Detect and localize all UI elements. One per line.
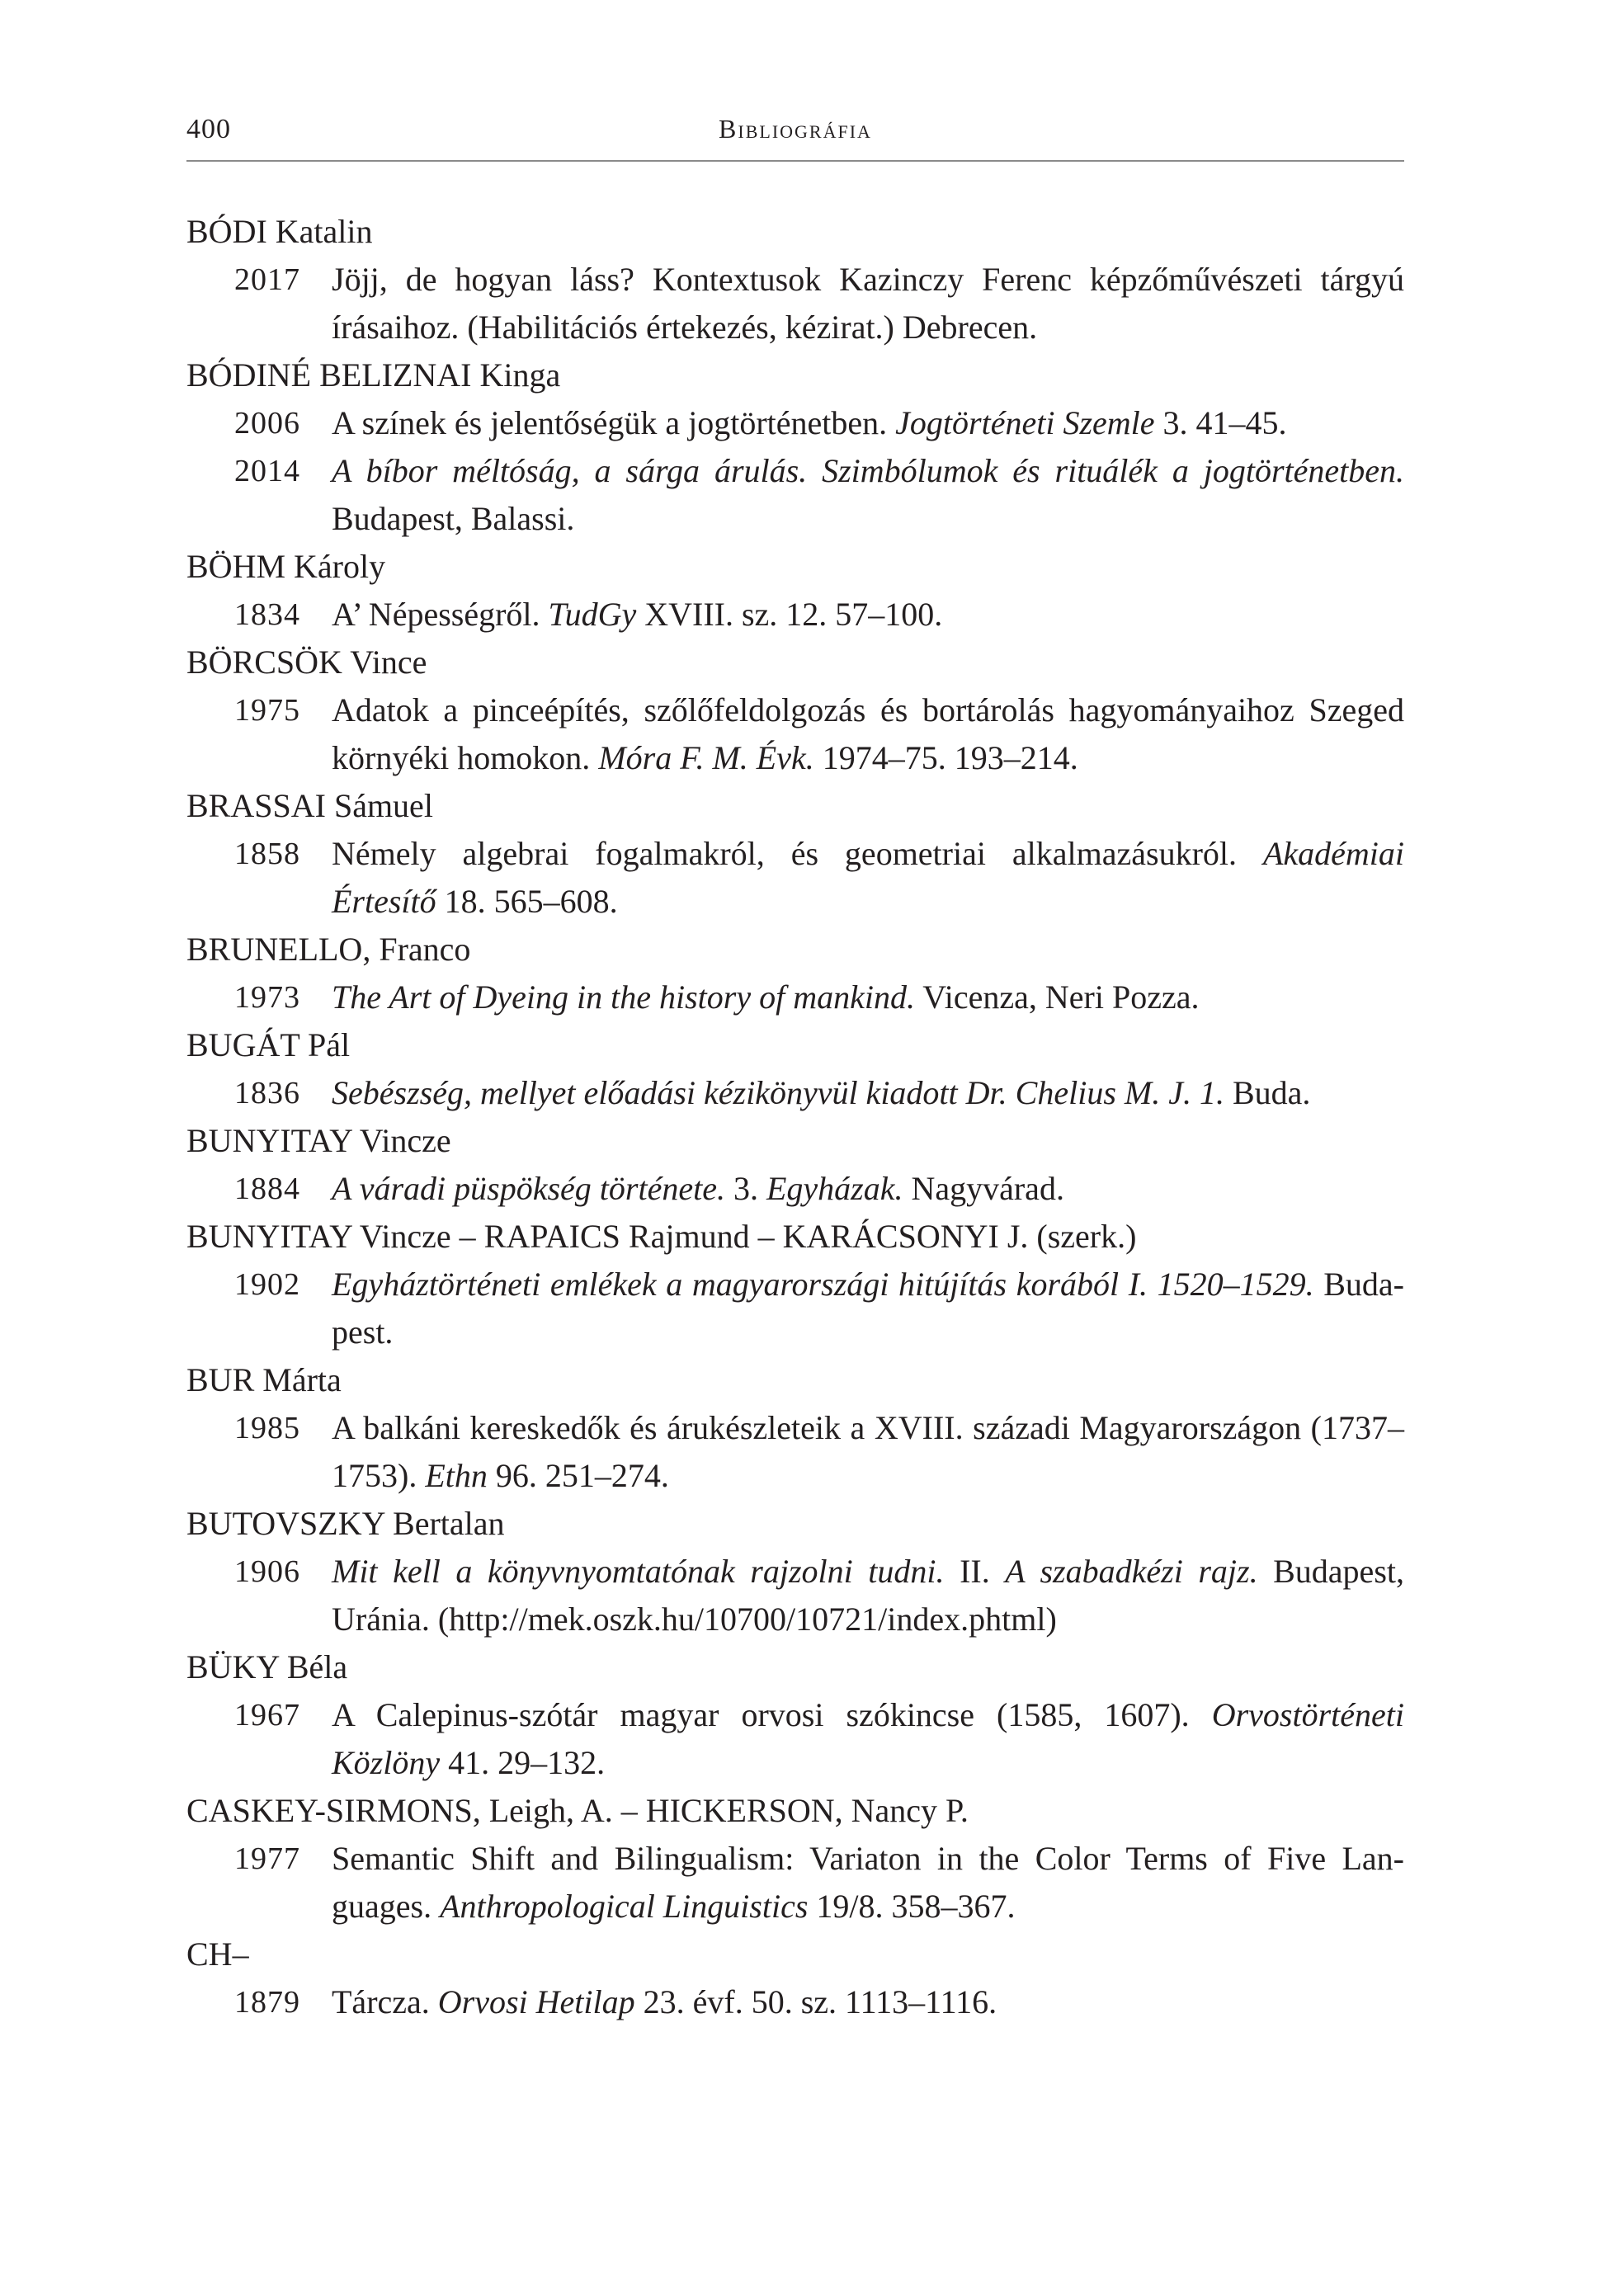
author-name: BRUNELLO, Franco (186, 931, 471, 968)
italic-title: Akadémiai Értesítő (332, 835, 1404, 920)
author-name: BUNYITAY Vincze – RAPAICS Rajmund – KARÁCSONYI J. (szerk.) (186, 1218, 1137, 1255)
italic-title: Ethn (425, 1457, 488, 1494)
author-name: BÓDI Katalin (186, 213, 373, 250)
bib-entry (186, 399, 1404, 447)
entry-text-run: Vicenza, Neri Pozza. (914, 978, 1200, 1016)
entry-text (332, 830, 1404, 926)
entry-year: 1975 (234, 693, 300, 728)
bib-entry (186, 1835, 1404, 1931)
author-name: BÜKY Béla (186, 1648, 348, 1685)
entry-text (332, 974, 1404, 1021)
entry-year: 1906 (234, 1554, 300, 1589)
entry-text-run: 23. évf. 50. sz. 1113–1116. (634, 1983, 997, 2020)
entry-text-run: A színek és jelentőségük a jogtörténetben. (332, 404, 896, 441)
entry-text-run: 19/8. 358–367. (808, 1888, 1016, 1925)
entry-text (332, 686, 1404, 782)
italic-title: A szabadkézi rajz. (1005, 1553, 1258, 1590)
author-name: BUNYITAY Vincze (186, 1122, 451, 1159)
entry-year: 1902 (234, 1267, 300, 1302)
entry-text (332, 1165, 1404, 1213)
entry-year: 2014 (234, 454, 300, 488)
entry-text (332, 1978, 1404, 2026)
entry-year: 2017 (234, 262, 300, 297)
author-name: CH– (186, 1935, 249, 1973)
bib-entry (186, 447, 1404, 543)
entry-text-run: 96. 251–274. (487, 1457, 669, 1494)
entry-text-run: Buda. (1224, 1074, 1311, 1111)
entry-text-run: 41. 29–132. (440, 1744, 606, 1781)
running-header (186, 114, 1404, 162)
entry-text-run: A Calepinus-szótár magyar orvosi szókincse (1585, 1607). (332, 1696, 1212, 1733)
entry-text-run: Jöjj, de hogyan láss? Kontextusok Kazinczy Ferenc képzőművészeti tárgyú írásaihoz. (Habilitációs értekezés, kézirat.) Debrecen. (332, 261, 1404, 346)
bib-entry (186, 1165, 1404, 1213)
author-name: BUGÁT Pál (186, 1026, 351, 1063)
author-name: BÖRCSÖK Vince (186, 644, 427, 681)
bib-entry (186, 1261, 1404, 1356)
entry-text-run: XVIII. sz. 12. 57–100. (636, 596, 943, 633)
entry-text (332, 447, 1404, 543)
entry-text-run: 18. 565–608. (436, 883, 618, 920)
entry-text-run: Budapest, Uránia. (http://mek.oszk.hu/10700/10721/index.phtml) (332, 1553, 1404, 1638)
italic-title: The Art of Dyeing in the history of mankind. (332, 978, 915, 1016)
entry-year: 1973 (234, 980, 300, 1015)
bib-entry (186, 256, 1404, 351)
entry-text (332, 1261, 1404, 1356)
page-number: 400 (186, 114, 231, 144)
bib-entry (186, 591, 1404, 639)
author-name: BÓDINÉ BELIZNAI Kinga (186, 356, 561, 394)
entry-text (332, 591, 1404, 639)
entry-year: 1985 (234, 1411, 300, 1445)
italic-title: A bíbor méltóság, a sárga árulás. Szimbólumok és rituálék a jogtörténetben. (332, 452, 1404, 489)
bib-entry (186, 1404, 1404, 1500)
entry-text-run: Adatok a pinceépítés, szőlőfeldolgozás és bortárolás hagyományaihoz Szeged környéki homokon. (332, 691, 1404, 776)
entry-text-run: A balkáni kereskedők és árukészleteik a XVIII. századi Magyarországon (1737–1753). (332, 1409, 1404, 1494)
italic-title: Orvostörténeti Közlöny (332, 1696, 1404, 1781)
entry-text (332, 1069, 1404, 1117)
italic-title: Sebészség, mellyet előadási kézikönyvül kiadott Dr. Chelius M. J. 1. (332, 1074, 1224, 1111)
italic-title: TudGy (548, 596, 637, 633)
italic-title: Orvosi Hetilap (437, 1983, 635, 2020)
entry-year: 1977 (234, 1841, 300, 1876)
entry-text-run: Buda-pest. (332, 1266, 1404, 1351)
bibliography-list (186, 208, 1404, 2026)
bib-entry (186, 1691, 1404, 1787)
author-name: BUR Márta (186, 1361, 342, 1398)
italic-title: Anthropological Linguistics (440, 1888, 809, 1925)
bib-entry (186, 830, 1404, 926)
entry-text-run: Nagyvárad. (903, 1170, 1064, 1207)
italic-title: Móra F. M. Évk. (598, 739, 814, 776)
entry-text-run: 3. (724, 1170, 766, 1207)
entry-year: 1836 (234, 1076, 300, 1110)
entry-text (332, 1404, 1404, 1500)
italic-title: A váradi püspökség története. (332, 1170, 725, 1207)
entry-year: 2006 (234, 406, 300, 441)
bib-entry (186, 1069, 1404, 1117)
bib-entry (186, 1978, 1404, 2026)
author-name: BRASSAI Sámuel (186, 787, 433, 824)
entry-year: 1884 (234, 1172, 300, 1206)
author-name: CASKEY-SIRMONS, Leigh, A. – HICKERSON, Nancy P. (186, 1792, 969, 1829)
entry-year: 1834 (234, 597, 300, 632)
entry-text (332, 1691, 1404, 1787)
bib-entry (186, 686, 1404, 782)
running-title: Bibliográfia (719, 114, 872, 144)
author-name: BÖHM Károly (186, 548, 386, 585)
entry-text-run: Tárcza. (332, 1983, 438, 2020)
entry-text-run: 3. 41–45. (1154, 404, 1287, 441)
italic-title: Egyházak. (766, 1170, 903, 1207)
entry-year: 1879 (234, 1985, 300, 2020)
entry-text-run: Némely algebrai fogalmakról, és geometriai alkalmazásukról. (332, 835, 1263, 872)
italic-title: Egyháztörténeti emlékek a magyarországi hitújítás korából I. 1520–1529. (332, 1266, 1314, 1303)
entry-text-run: A’ Népességről. (332, 596, 549, 633)
author-name: BUTOVSZKY Bertalan (186, 1505, 505, 1542)
italic-title: Jogtörténeti Szemle (895, 404, 1155, 441)
bib-entry (186, 1548, 1404, 1643)
entry-text (332, 399, 1404, 447)
entry-text-run: 1974–75. 193–214. (813, 739, 1078, 776)
entry-text-run: Budapest, Balassi. (332, 500, 575, 537)
entry-text (332, 1835, 1404, 1931)
entry-text (332, 1548, 1404, 1643)
entry-text-run: II. (944, 1553, 1006, 1590)
italic-title: Mit kell a könyvnyomtatónak rajzolni tudni. (332, 1553, 945, 1590)
bib-entry (186, 974, 1404, 1021)
entry-year: 1967 (234, 1698, 300, 1733)
entry-text-run: Semantic Shift and Bilingualism: Variaton in the Color Terms of Five Lan-guages. (332, 1840, 1404, 1925)
entry-year: 1858 (234, 837, 300, 871)
entry-text (332, 256, 1404, 351)
